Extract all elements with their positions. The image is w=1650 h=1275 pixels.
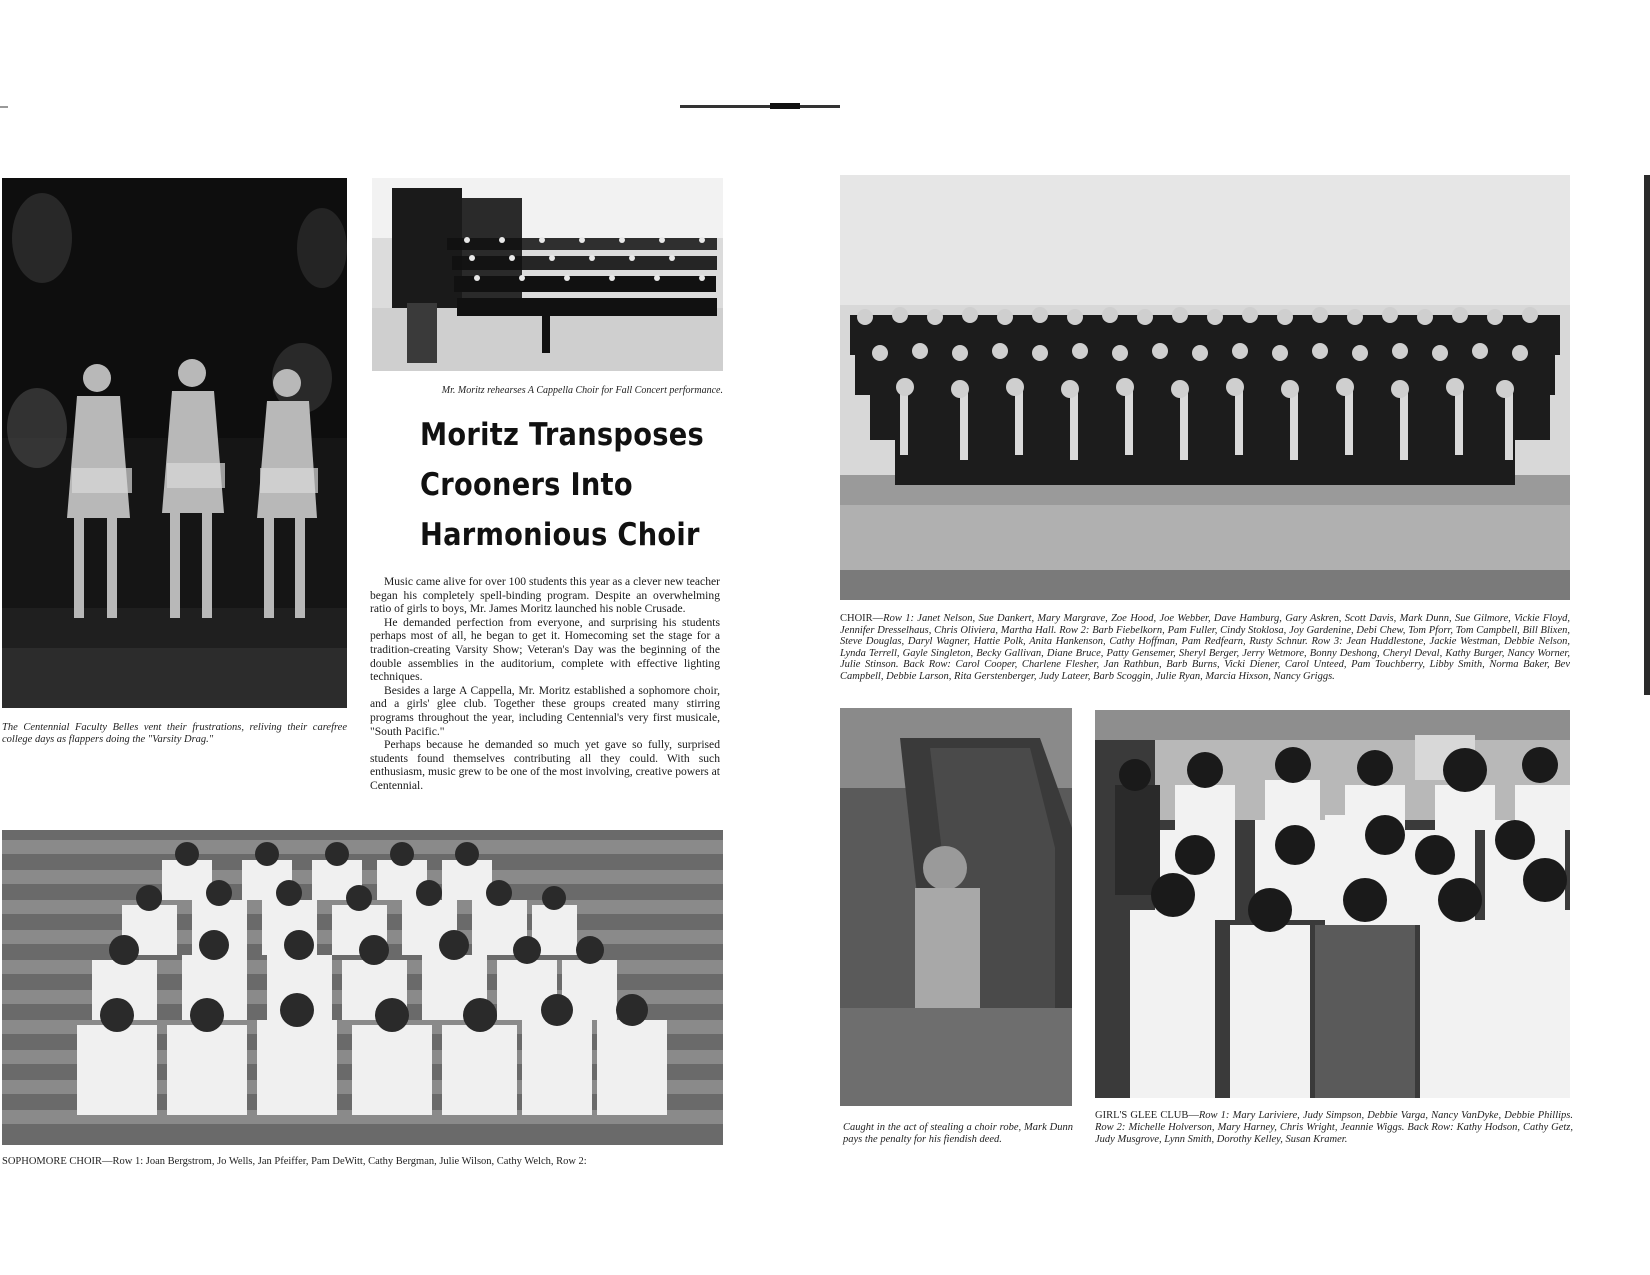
girls-glee-club-caption xyxy=(1095,1110,1573,1146)
rehearsal-caption: Mr. Moritz rehearses A Cappella Choir for Fall Concert performance. xyxy=(441,385,723,396)
rehearsal-photo xyxy=(372,178,723,371)
headline-line-2: Crooners Into xyxy=(420,467,633,503)
robe-theft-photo xyxy=(840,708,1072,1106)
girls-glee-club-photo xyxy=(1095,710,1570,1098)
glee-caption-names: Row 1: Mary Lariviere, Judy Simpson, Debbie Varga, Nancy VanDyke, Debbie Phillips. Row 2: Michelle Holverson, Mary Harney, Chris Wright, Jeannie Wiggs. Back Row: Kathy Hodson, Cathy Getz, Judy Musgrove, Lynn Smith, Dorothy Kelley, Susan Kramer. xyxy=(1095,1110,1573,1145)
glee-caption-label: GIRL'S GLEE CLUB— xyxy=(1095,1110,1199,1121)
right-edge-strip xyxy=(1644,175,1650,695)
sophomore-choir-caption: SOPHOMORE CHOIR—Row 1: Joan Bergstrom, Jo Wells, Jan Pfeiffer, Pam DeWitt, Cathy Bergman, Julie Wilson, Cathy Welch, Row 2: xyxy=(2,1156,587,1167)
faculty-belles-caption: The Centennial Faculty Belles vent their frustrations, reliving their carefree college days as flappers doing the "Varsity Drag." xyxy=(2,722,347,745)
faculty-belles-photo xyxy=(2,178,347,708)
choir-caption-names: Row 1: Janet Nelson, Sue Dankert, Mary Margrave, Zoe Hood, Joe Webber, Dave Hamburg, Gary Askren, Scott Davis, Mark Dunn, Sue Gilmore, Vickie Floyd, Jennifer Dresselhaus, Chris Oliviera, Martha Hall. Row 2: Barb Fiebelkorn, Pam Fuller, Cindy Stoklosa, Joy Gardenine, Debi Chew, Tom Pforr, Tom Campbell, Bill Blixen, Steve Douglas, Daryl Wagner, Hattie Polk, Anita Hankenson, Cathy Hoffman, Pam Redfearn, Rusty Schnur. Row 3: Jean Huddlestone, Jackie Westman, Debbie Nelson, Lynda Terrell, Gayle Singleton, Becky Gallivan, Diane Bruce, Patty Gensemer, Sheryl Berger, Jerry Wetmore, Bonny Deshong, Cheryl Deval, Kathy Burger, Nancy Worner, Julie Stinson. Back Row: Carol Cooper, Charlene Flesher, Jan Rathbun, Barb Burns, Vicki Diener, Carol Unteed, Pam Touchberry, Libby Smith, Norma Baker, Bev Campbell, Debbie Larson, Rita Gerstenberger, Judy Lateer, Barb Scoggin, Julie Ryan, Marcia Hixson, Nancy Griggs. xyxy=(840,613,1570,682)
article-paragraph: Besides a large A Cappella, Mr. Moritz established a sophomore choir, and a girls' glee club. Together these groups created many stirring programs throughout the year, including Centennial's very first musicale, "South Pacific." xyxy=(370,683,720,738)
a-cappella-choir-photo xyxy=(840,175,1570,600)
left-edge-mark xyxy=(0,106,8,108)
article-paragraph: Music came alive for over 100 students this year as a clever new teacher began his completely spell-binding program. Despite an overwhelming ratio of girls to boys, Mr. James Moritz launched his noble Crusade. xyxy=(370,575,720,616)
a-cappella-caption xyxy=(840,613,1570,682)
article-paragraph: Perhaps because he demanded so much yet gave so fully, surprised students found themselves contributing all they could. With such enthusiasm, music grew to be one of the most involving, creative powers at Centennial. xyxy=(370,738,720,792)
choir-caption-label: CHOIR— xyxy=(840,613,884,624)
article-headline xyxy=(420,410,710,560)
robe-theft-caption: Caught in the act of stealing a choir robe, Mark Dunn pays the penalty for his fiendish deed. xyxy=(843,1122,1073,1145)
top-spine-notch xyxy=(770,103,800,109)
headline-line-3: Harmonious Choir xyxy=(420,517,700,553)
top-spine-rule xyxy=(680,105,840,108)
article-paragraph: He demanded perfection from everyone, and surprising his students perhaps most of all, he began to get it. Homecoming set the stage for a tradition-creating Varsity Show; Veteran's Day was the beginning of the double assemblies in the auditorium, complete with effective lighting techniques. xyxy=(370,615,720,684)
article-body xyxy=(370,575,720,793)
headline-line-1: Moritz Transposes xyxy=(420,417,704,453)
sophomore-choir-photo xyxy=(2,830,723,1145)
